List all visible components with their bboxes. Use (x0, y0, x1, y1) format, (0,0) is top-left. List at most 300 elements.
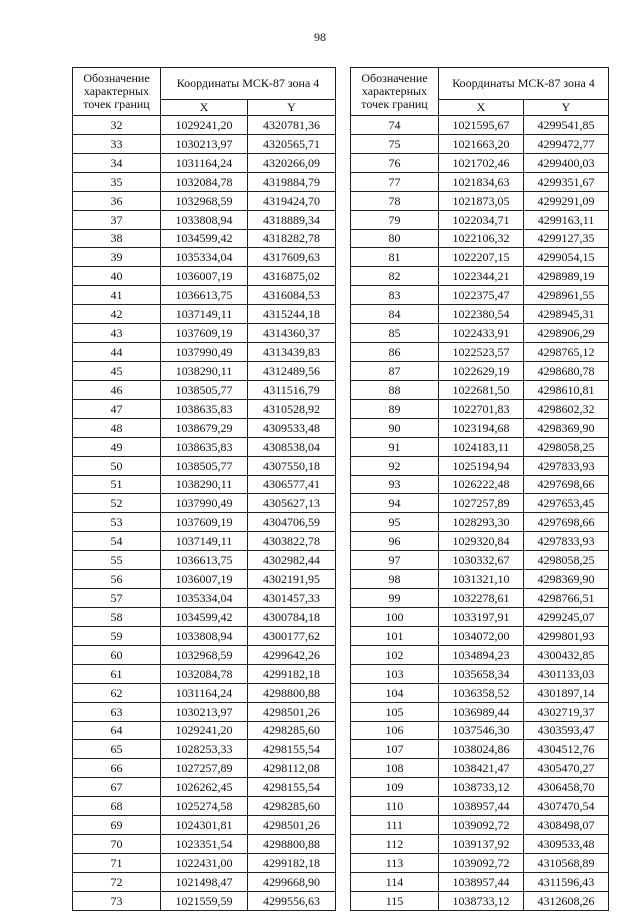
y-column-header: Y (524, 100, 609, 116)
point-number-cell: 75 (351, 134, 439, 153)
point-number-cell: 102 (351, 645, 439, 664)
y-coordinate-cell: 4308538,04 (248, 437, 336, 456)
y-coordinate-cell: 4298058,25 (524, 551, 609, 570)
point-number-cell: 67 (73, 778, 161, 797)
y-coordinate-cell: 4302719,37 (524, 702, 609, 721)
x-coordinate-cell: 1032084,78 (161, 172, 248, 191)
y-coordinate-cell: 4318889,34 (248, 210, 336, 229)
point-number-cell: 83 (351, 286, 439, 305)
x-coordinate-cell: 1022380,54 (439, 305, 524, 324)
table-row (73, 191, 336, 210)
coord-system-header: Координаты МСК-87 зона 4 (439, 68, 609, 100)
y-coordinate-cell: 4316084,53 (248, 286, 336, 305)
y-coordinate-cell: 4299054,15 (524, 248, 609, 267)
x-coordinate-cell: 1038505,77 (161, 456, 248, 475)
point-number-cell: 56 (73, 570, 161, 589)
x-coordinate-cell: 1038635,83 (161, 437, 248, 456)
table-row (73, 570, 336, 589)
x-coordinate-cell: 1022106,32 (439, 229, 524, 248)
table-row (73, 361, 336, 380)
point-number-cell: 57 (73, 589, 161, 608)
x-coordinate-cell: 1028293,30 (439, 513, 524, 532)
x-coordinate-cell: 1032968,59 (161, 645, 248, 664)
table-row (351, 361, 609, 380)
y-coordinate-cell: 4298766,51 (524, 589, 609, 608)
x-coordinate-cell: 1033808,94 (161, 626, 248, 645)
table-row (351, 759, 609, 778)
table-row (351, 721, 609, 740)
x-coordinate-cell: 1029241,20 (161, 721, 248, 740)
table-row (73, 513, 336, 532)
table-row (73, 286, 336, 305)
table-row (73, 532, 336, 551)
table-row (73, 229, 336, 248)
x-coordinate-cell: 1022629,19 (439, 361, 524, 380)
point-number-cell: 72 (73, 872, 161, 891)
table-row (73, 759, 336, 778)
y-coordinate-cell: 4315244,18 (248, 305, 336, 324)
x-coordinate-cell: 1038679,29 (161, 418, 248, 437)
point-number-cell: 115 (351, 891, 439, 910)
table-row (73, 248, 336, 267)
table-row (73, 853, 336, 872)
header-line: характерных (83, 84, 150, 98)
y-coordinate-cell: 4298112,08 (248, 759, 336, 778)
point-number-cell: 97 (351, 551, 439, 570)
x-coordinate-cell: 1039092,72 (439, 816, 524, 835)
table-row (351, 872, 609, 891)
y-coordinate-cell: 4299642,26 (248, 645, 336, 664)
y-coordinate-cell: 4298680,78 (524, 361, 609, 380)
x-coordinate-cell: 1029320,84 (439, 532, 524, 551)
point-number-cell: 43 (73, 324, 161, 343)
y-column-header: Y (248, 100, 336, 116)
x-coordinate-cell: 1035334,04 (161, 248, 248, 267)
x-coordinate-cell: 1024183,11 (439, 437, 524, 456)
x-coordinate-cell: 1034599,42 (161, 607, 248, 626)
y-coordinate-cell: 4301133,03 (524, 664, 609, 683)
x-coordinate-cell: 1021873,05 (439, 191, 524, 210)
header-line: точек границ (361, 97, 428, 111)
y-coordinate-cell: 4306577,41 (248, 475, 336, 494)
point-number-cell: 42 (73, 305, 161, 324)
x-coordinate-cell: 1038290,11 (161, 475, 248, 494)
point-number-cell: 109 (351, 778, 439, 797)
coordinates-table-right (350, 67, 609, 911)
point-number-cell: 98 (351, 570, 439, 589)
table-row (73, 645, 336, 664)
x-coordinate-cell: 1031164,24 (161, 153, 248, 172)
table-row (351, 532, 609, 551)
x-coordinate-cell: 1037990,49 (161, 343, 248, 362)
table-row (351, 835, 609, 854)
x-coordinate-cell: 1036007,19 (161, 570, 248, 589)
point-number-cell: 54 (73, 532, 161, 551)
point-number-cell: 108 (351, 759, 439, 778)
point-number-cell: 103 (351, 664, 439, 683)
x-coordinate-cell: 1034894,23 (439, 645, 524, 664)
point-number-cell: 107 (351, 740, 439, 759)
x-coordinate-cell: 1036007,19 (161, 267, 248, 286)
y-coordinate-cell: 4300177,62 (248, 626, 336, 645)
point-number-cell: 82 (351, 267, 439, 286)
point-number-cell: 110 (351, 797, 439, 816)
points-column-header (73, 68, 161, 116)
table-row (351, 399, 609, 418)
x-coordinate-cell: 1035658,34 (439, 664, 524, 683)
x-coordinate-cell: 1037609,19 (161, 324, 248, 343)
y-coordinate-cell: 4298610,81 (524, 380, 609, 399)
x-coordinate-cell: 1035334,04 (161, 589, 248, 608)
table-row (73, 437, 336, 456)
y-coordinate-cell: 4302982,44 (248, 551, 336, 570)
table-row (351, 589, 609, 608)
y-coordinate-cell: 4302191,95 (248, 570, 336, 589)
table-row (351, 191, 609, 210)
header-line: Обозначение (83, 71, 150, 85)
y-coordinate-cell: 4301457,33 (248, 589, 336, 608)
x-coordinate-cell: 1022375,47 (439, 286, 524, 305)
table-body (351, 116, 609, 911)
table-row (73, 399, 336, 418)
x-coordinate-cell: 1030332,67 (439, 551, 524, 570)
y-coordinate-cell: 4299182,18 (248, 853, 336, 872)
x-coordinate-cell: 1036358,52 (439, 683, 524, 702)
point-number-cell: 41 (73, 286, 161, 305)
point-number-cell: 34 (73, 153, 161, 172)
x-coordinate-cell: 1021559,59 (161, 891, 248, 910)
x-coordinate-cell: 1021702,46 (439, 153, 524, 172)
point-number-cell: 55 (73, 551, 161, 570)
x-coordinate-cell: 1022681,50 (439, 380, 524, 399)
y-coordinate-cell: 4298369,90 (524, 418, 609, 437)
y-coordinate-cell: 4298945,31 (524, 305, 609, 324)
table-row (351, 702, 609, 721)
point-number-cell: 45 (73, 361, 161, 380)
x-coordinate-cell: 1039137,92 (439, 835, 524, 854)
header-line: характерных (361, 84, 428, 98)
y-coordinate-cell: 4313439,83 (248, 343, 336, 362)
table-row (73, 343, 336, 362)
point-number-cell: 104 (351, 683, 439, 702)
y-coordinate-cell: 4299182,18 (248, 664, 336, 683)
point-number-cell: 112 (351, 835, 439, 854)
x-coordinate-cell: 1037546,30 (439, 721, 524, 740)
point-number-cell: 90 (351, 418, 439, 437)
point-number-cell: 52 (73, 494, 161, 513)
y-coordinate-cell: 4298765,12 (524, 343, 609, 362)
table-row (351, 116, 609, 135)
x-coordinate-cell: 1037990,49 (161, 494, 248, 513)
y-coordinate-cell: 4299556,63 (248, 891, 336, 910)
x-coordinate-cell: 1028253,33 (161, 740, 248, 759)
y-coordinate-cell: 4307550,18 (248, 456, 336, 475)
point-number-cell: 62 (73, 683, 161, 702)
y-coordinate-cell: 4297833,93 (524, 456, 609, 475)
x-coordinate-cell: 1036613,75 (161, 286, 248, 305)
point-number-cell: 48 (73, 418, 161, 437)
x-coordinate-cell: 1038957,44 (439, 797, 524, 816)
y-coordinate-cell: 4298155,54 (248, 740, 336, 759)
point-number-cell: 78 (351, 191, 439, 210)
x-coordinate-cell: 1027257,89 (161, 759, 248, 778)
point-number-cell: 32 (73, 116, 161, 135)
point-number-cell: 84 (351, 305, 439, 324)
point-number-cell: 88 (351, 380, 439, 399)
y-coordinate-cell: 4298800,88 (248, 835, 336, 854)
y-coordinate-cell: 4314360,37 (248, 324, 336, 343)
table-row (73, 494, 336, 513)
point-number-cell: 113 (351, 853, 439, 872)
x-coordinate-cell: 1039092,72 (439, 853, 524, 872)
point-number-cell: 96 (351, 532, 439, 551)
header-line: Обозначение (361, 71, 428, 85)
point-number-cell: 44 (73, 343, 161, 362)
y-coordinate-cell: 4298961,55 (524, 286, 609, 305)
table-row (351, 853, 609, 872)
y-coordinate-cell: 4299127,35 (524, 229, 609, 248)
table-row (73, 210, 336, 229)
x-coordinate-cell: 1021595,67 (439, 116, 524, 135)
x-coordinate-cell: 1025274,58 (161, 797, 248, 816)
table-row (351, 816, 609, 835)
y-coordinate-cell: 4320565,71 (248, 134, 336, 153)
point-number-cell: 79 (351, 210, 439, 229)
point-number-cell: 76 (351, 153, 439, 172)
table-row (73, 683, 336, 702)
x-coordinate-cell: 1038505,77 (161, 380, 248, 399)
table-row (351, 134, 609, 153)
y-coordinate-cell: 4297698,66 (524, 513, 609, 532)
y-coordinate-cell: 4305627,13 (248, 494, 336, 513)
table-row (351, 248, 609, 267)
table-row (73, 835, 336, 854)
table-row (351, 664, 609, 683)
x-coordinate-cell: 1038957,44 (439, 872, 524, 891)
x-coordinate-cell: 1026262,45 (161, 778, 248, 797)
table-row (351, 437, 609, 456)
y-coordinate-cell: 4298155,54 (248, 778, 336, 797)
point-number-cell: 99 (351, 589, 439, 608)
y-coordinate-cell: 4299351,67 (524, 172, 609, 191)
table-row (73, 626, 336, 645)
point-number-cell: 86 (351, 343, 439, 362)
x-coordinate-cell: 1021663,20 (439, 134, 524, 153)
table-row (73, 778, 336, 797)
table-row (73, 324, 336, 343)
table-row (351, 570, 609, 589)
point-number-cell: 71 (73, 853, 161, 872)
x-coordinate-cell: 1029241,20 (161, 116, 248, 135)
table-body (73, 116, 336, 911)
x-coordinate-cell: 1022433,91 (439, 324, 524, 343)
x-coordinate-cell: 1036989,44 (439, 702, 524, 721)
point-number-cell: 95 (351, 513, 439, 532)
point-number-cell: 37 (73, 210, 161, 229)
x-coordinate-cell: 1033808,94 (161, 210, 248, 229)
x-coordinate-cell: 1038024,86 (439, 740, 524, 759)
y-coordinate-cell: 4304512,76 (524, 740, 609, 759)
point-number-cell: 39 (73, 248, 161, 267)
x-coordinate-cell: 1021834,63 (439, 172, 524, 191)
point-number-cell: 63 (73, 702, 161, 721)
point-number-cell: 73 (73, 891, 161, 910)
point-number-cell: 106 (351, 721, 439, 740)
table-row (73, 872, 336, 891)
point-number-cell: 65 (73, 740, 161, 759)
point-number-cell: 53 (73, 513, 161, 532)
table-row (73, 607, 336, 626)
point-number-cell: 51 (73, 475, 161, 494)
header-line: точек границ (83, 97, 150, 111)
table-row (351, 210, 609, 229)
y-coordinate-cell: 4316875,02 (248, 267, 336, 286)
x-coordinate-cell: 1032278,61 (439, 589, 524, 608)
y-coordinate-cell: 4300784,18 (248, 607, 336, 626)
point-number-cell: 38 (73, 229, 161, 248)
y-coordinate-cell: 4298285,60 (248, 721, 336, 740)
point-number-cell: 74 (351, 116, 439, 135)
y-coordinate-cell: 4311596,43 (524, 872, 609, 891)
y-coordinate-cell: 4307470,54 (524, 797, 609, 816)
x-coordinate-cell: 1022034,71 (439, 210, 524, 229)
y-coordinate-cell: 4301897,14 (524, 683, 609, 702)
table-row (73, 475, 336, 494)
x-coordinate-cell: 1038733,12 (439, 891, 524, 910)
y-coordinate-cell: 4306458,70 (524, 778, 609, 797)
table-row (351, 607, 609, 626)
x-coordinate-cell: 1023351,54 (161, 835, 248, 854)
y-coordinate-cell: 4320781,36 (248, 116, 336, 135)
point-number-cell: 47 (73, 399, 161, 418)
point-number-cell: 80 (351, 229, 439, 248)
y-coordinate-cell: 4308498,07 (524, 816, 609, 835)
point-number-cell: 105 (351, 702, 439, 721)
y-coordinate-cell: 4312489,56 (248, 361, 336, 380)
point-number-cell: 61 (73, 664, 161, 683)
y-coordinate-cell: 4303822,78 (248, 532, 336, 551)
x-coordinate-cell: 1032968,59 (161, 191, 248, 210)
x-column-header: X (161, 100, 248, 116)
table-row (351, 305, 609, 324)
point-number-cell: 87 (351, 361, 439, 380)
point-number-cell: 59 (73, 626, 161, 645)
point-number-cell: 58 (73, 607, 161, 626)
table-row (73, 267, 336, 286)
y-coordinate-cell: 4303593,47 (524, 721, 609, 740)
point-number-cell: 94 (351, 494, 439, 513)
table-row (73, 816, 336, 835)
x-coordinate-cell: 1024301,81 (161, 816, 248, 835)
y-coordinate-cell: 4297698,66 (524, 475, 609, 494)
y-coordinate-cell: 4304706,59 (248, 513, 336, 532)
y-coordinate-cell: 4309533,48 (248, 418, 336, 437)
table-row (73, 551, 336, 570)
table-row (73, 891, 336, 910)
y-coordinate-cell: 4298989,19 (524, 267, 609, 286)
table-row (351, 380, 609, 399)
table-row (73, 797, 336, 816)
y-coordinate-cell: 4298501,26 (248, 702, 336, 721)
point-number-cell: 70 (73, 835, 161, 854)
y-coordinate-cell: 4312608,26 (524, 891, 609, 910)
y-coordinate-cell: 4319424,70 (248, 191, 336, 210)
y-coordinate-cell: 4299541,85 (524, 116, 609, 135)
point-number-cell: 66 (73, 759, 161, 778)
x-coordinate-cell: 1034599,42 (161, 229, 248, 248)
y-coordinate-cell: 4299245,07 (524, 607, 609, 626)
y-coordinate-cell: 4299291,09 (524, 191, 609, 210)
y-coordinate-cell: 4299668,90 (248, 872, 336, 891)
page-number: 98 (314, 30, 326, 44)
y-coordinate-cell: 4298285,60 (248, 797, 336, 816)
x-coordinate-cell: 1023194,68 (439, 418, 524, 437)
y-coordinate-cell: 4305470,27 (524, 759, 609, 778)
x-coordinate-cell: 1030213,97 (161, 702, 248, 721)
x-coordinate-cell: 1027257,89 (439, 494, 524, 513)
point-number-cell: 68 (73, 797, 161, 816)
y-coordinate-cell: 4298369,90 (524, 570, 609, 589)
table-row (351, 267, 609, 286)
x-coordinate-cell: 1031321,10 (439, 570, 524, 589)
y-coordinate-cell: 4297833,93 (524, 532, 609, 551)
x-coordinate-cell: 1038421,47 (439, 759, 524, 778)
table-row (351, 343, 609, 362)
y-coordinate-cell: 4299472,77 (524, 134, 609, 153)
x-coordinate-cell: 1032084,78 (161, 664, 248, 683)
table-row (73, 456, 336, 475)
x-coordinate-cell: 1038290,11 (161, 361, 248, 380)
point-number-cell: 89 (351, 399, 439, 418)
x-coordinate-cell: 1038733,12 (439, 778, 524, 797)
table-row (351, 418, 609, 437)
y-coordinate-cell: 4309533,48 (524, 835, 609, 854)
x-coordinate-cell: 1031164,24 (161, 683, 248, 702)
table-row (351, 740, 609, 759)
table-row (351, 456, 609, 475)
point-number-cell: 81 (351, 248, 439, 267)
y-coordinate-cell: 4319884,79 (248, 172, 336, 191)
y-coordinate-cell: 4299163,11 (524, 210, 609, 229)
table-row (351, 494, 609, 513)
point-number-cell: 111 (351, 816, 439, 835)
y-coordinate-cell: 4298058,25 (524, 437, 609, 456)
x-coordinate-cell: 1036613,75 (161, 551, 248, 570)
table-row (73, 380, 336, 399)
points-column-header (351, 68, 439, 116)
point-number-cell: 36 (73, 191, 161, 210)
x-coordinate-cell: 1022523,57 (439, 343, 524, 362)
table-row (73, 664, 336, 683)
y-coordinate-cell: 4298800,88 (248, 683, 336, 702)
x-column-header: X (439, 100, 524, 116)
y-coordinate-cell: 4299801,93 (524, 626, 609, 645)
table-row (73, 116, 336, 135)
x-coordinate-cell: 1038635,83 (161, 399, 248, 418)
table-row (351, 551, 609, 570)
point-number-cell: 91 (351, 437, 439, 456)
point-number-cell: 64 (73, 721, 161, 740)
table-row (73, 418, 336, 437)
point-number-cell: 35 (73, 172, 161, 191)
table-row (351, 229, 609, 248)
y-coordinate-cell: 4298602,32 (524, 399, 609, 418)
point-number-cell: 114 (351, 872, 439, 891)
table-row (73, 702, 336, 721)
table-row (351, 797, 609, 816)
table-row (73, 134, 336, 153)
y-coordinate-cell: 4300432,85 (524, 645, 609, 664)
